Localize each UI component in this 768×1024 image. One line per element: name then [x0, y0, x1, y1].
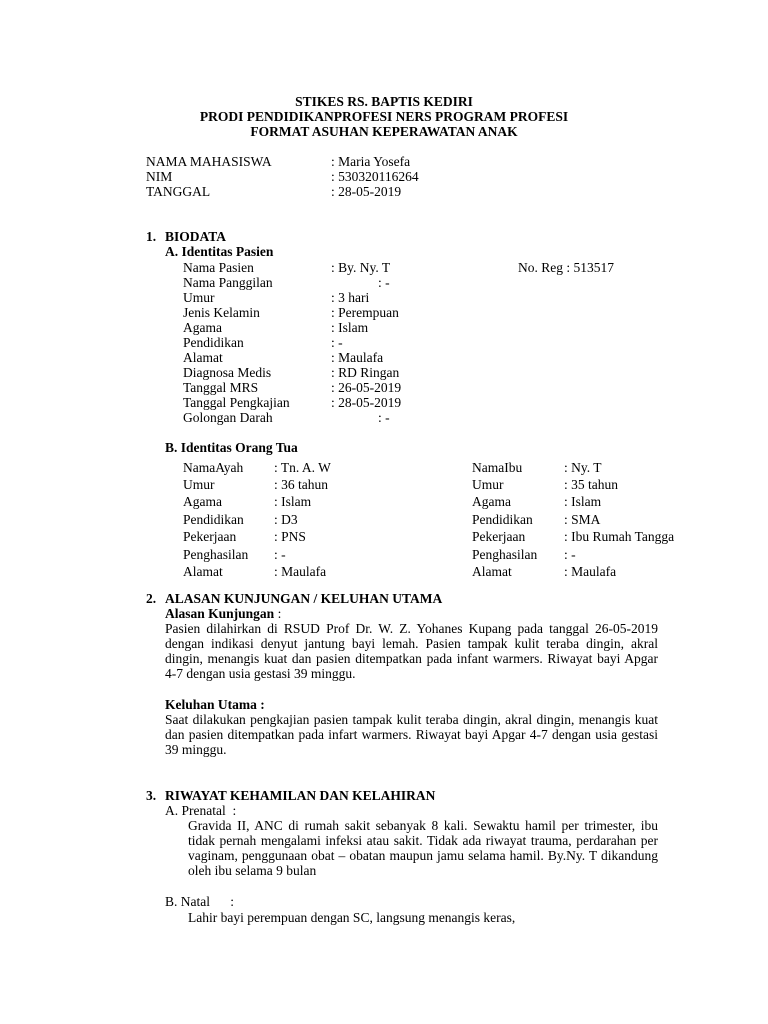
patient-label: Alamat: [183, 350, 223, 365]
patient-label: Nama Pasien: [183, 260, 254, 275]
father-value: : D3: [274, 512, 298, 527]
prenatal-text: Gravida II, ANC di rumah sakit sebanyak 8 kali. Sewaktu hamil per trimester, ibu tidak pernah mengalami infeksi atau sakit. Tidak ada riwayat trauma, perdarahan per vaginam, penggunaan obat – obatan maupun jamu selama hamil. By.Ny. T dikandung oleh ibu selama 9 bulan: [188, 818, 658, 878]
father-label: NamaAyah: [183, 460, 244, 475]
visit-reason-colon: :: [274, 606, 282, 621]
mother-value: : Maulafa: [564, 564, 617, 579]
patient-value: : Perempuan: [331, 305, 399, 320]
mother-value: : Islam: [564, 494, 602, 509]
student-label-nim: NIM: [146, 169, 173, 184]
mother-label: Umur: [472, 477, 504, 492]
father-value: : Maulafa: [274, 564, 327, 579]
header-program: PRODI PENDIDIKANPROFESI NERS PROGRAM PROFESI: [199, 109, 569, 124]
prenatal-label: A. Prenatal :: [165, 803, 237, 818]
father-value: : -: [274, 547, 286, 562]
patient-value: : 28-05-2019: [331, 395, 402, 410]
patient-value: : Islam: [331, 320, 369, 335]
father-label: Agama: [183, 494, 222, 509]
mother-value: : -: [564, 547, 576, 562]
patient-label: Tanggal MRS: [183, 380, 259, 395]
mother-value: : SMA: [564, 512, 601, 527]
father-value: : PNS: [274, 529, 306, 544]
mother-value: : Ny. T: [564, 460, 602, 475]
father-label: Umur: [183, 477, 215, 492]
patient-identity-heading: A. Identitas Pasien: [165, 244, 274, 259]
patient-label: Tanggal Pengkajian: [183, 395, 290, 410]
section-1-number: 1.: [146, 229, 157, 244]
father-value: : Tn. A. W: [274, 460, 331, 475]
mother-value: : Ibu Rumah Tangga: [564, 529, 675, 544]
natal-label: B. Natal :: [165, 894, 234, 909]
mother-label: Penghasilan: [472, 547, 538, 562]
mother-label: Agama: [472, 494, 511, 509]
section-3-number: 3.: [146, 788, 157, 803]
patient-value: : -: [331, 335, 343, 350]
main-complaint-text: Saat dilakukan pengkajian pasien tampak kulit teraba dingin, akral dingin, menangis kuat dan pasien ditempatkan pada infart warmers. Riwayat bayi Apgar 4-7 dengan usia gestasi 39 minggu.: [165, 712, 658, 757]
patient-label: Umur: [183, 290, 215, 305]
section-3-title: RIWAYAT KEHAMILAN DAN KELAHIRAN: [165, 788, 436, 803]
mother-value: : 35 tahun: [564, 477, 618, 492]
visit-reason-label: Alasan Kunjungan: [165, 606, 275, 621]
patient-value: : -: [378, 275, 390, 290]
visit-reason-heading: [165, 606, 281, 621]
visit-reason-text: Pasien dilahirkan di RSUD Prof Dr. W. Z. Yohanes Kupang pada tanggal 26-05-2019 dengan indikasi denyut jantung bayi lemah. Pasien tampak kulit teraba dingin, akral dingin, menangis kuat dan pasien ditempatkan pada infant warmers. Riwayat bayi Apgar 4-7 dengan usia gestasi 39 minggu.: [165, 621, 658, 681]
student-label-name: NAMA MAHASISWA: [146, 154, 272, 169]
student-value-date: : 28-05-2019: [331, 184, 402, 199]
section-1-title: BIODATA: [165, 229, 227, 244]
registration-number: No. Reg : 513517: [518, 260, 614, 275]
natal-text: Lahir bayi perempuan dengan SC, langsung menangis keras,: [188, 910, 516, 925]
father-label: Pendidikan: [183, 512, 244, 527]
mother-label: NamaIbu: [472, 460, 523, 475]
patient-label: Nama Panggilan: [183, 275, 273, 290]
father-label: Penghasilan: [183, 547, 249, 562]
mother-label: Pekerjaan: [472, 529, 526, 544]
section-2-title: ALASAN KUNJUNGAN / KELUHAN UTAMA: [165, 591, 443, 606]
patient-label: Golongan Darah: [183, 410, 273, 425]
mother-label: Pendidikan: [472, 512, 533, 527]
father-value: : Islam: [274, 494, 312, 509]
patient-value: : -: [378, 410, 390, 425]
main-complaint-heading: Keluhan Utama :: [165, 697, 265, 712]
father-value: : 36 tahun: [274, 477, 328, 492]
father-label: Pekerjaan: [183, 529, 237, 544]
patient-value: : 26-05-2019: [331, 380, 402, 395]
father-label: Alamat: [183, 564, 223, 579]
header-form-title: FORMAT ASUHAN KEPERAWATAN ANAK: [250, 124, 518, 139]
patient-value: : RD Ringan: [331, 365, 400, 380]
patient-label: Agama: [183, 320, 222, 335]
patient-label: Diagnosa Medis: [183, 365, 272, 380]
student-value-nim: : 530320116264: [331, 169, 419, 184]
patient-value: : By. Ny. T: [331, 260, 391, 275]
patient-label: Pendidikan: [183, 335, 244, 350]
section-2-number: 2.: [146, 591, 157, 606]
parent-identity-heading: B. Identitas Orang Tua: [165, 440, 298, 455]
header-institution: STIKES RS. BAPTIS KEDIRI: [295, 94, 473, 109]
patient-value: : Maulafa: [331, 350, 384, 365]
student-label-date: TANGGAL: [146, 184, 211, 199]
patient-label: Jenis Kelamin: [183, 305, 260, 320]
student-value-name: : Maria Yosefa: [331, 154, 411, 169]
mother-label: Alamat: [472, 564, 512, 579]
patient-value: : 3 hari: [331, 290, 370, 305]
